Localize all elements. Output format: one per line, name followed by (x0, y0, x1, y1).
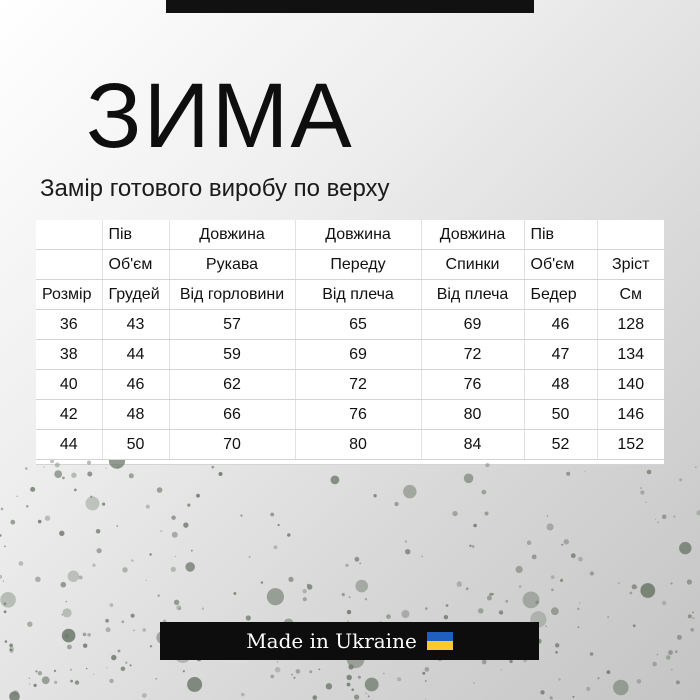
table-cell: 48 (524, 370, 597, 400)
header-cell: Від плеча (421, 280, 524, 310)
header-cell: Пів (102, 220, 169, 250)
header-row-1 (36, 220, 664, 250)
header-cell: Пів (524, 220, 597, 250)
badge-text: Made in Ukraine (246, 629, 417, 653)
header-cell: Грудей (102, 280, 169, 310)
table-cell: 84 (421, 430, 524, 460)
header-cell: Спинки (421, 250, 524, 280)
table-row (36, 340, 664, 370)
made-in-ukraine-badge (160, 622, 539, 660)
table-cell: 46 (102, 370, 169, 400)
table-cell: 69 (421, 310, 524, 340)
header-cell: Довжина (295, 220, 421, 250)
table-cell: 50 (102, 430, 169, 460)
table-cell: 65 (295, 310, 421, 340)
season-title: ЗИМА (86, 65, 354, 167)
table-cell: 36 (36, 310, 102, 340)
table-cell: 40 (36, 370, 102, 400)
table-cell: 69 (295, 340, 421, 370)
table-cell: 57 (169, 310, 295, 340)
header-row-2 (36, 250, 664, 280)
table-cell: 76 (295, 400, 421, 430)
header-cell (36, 250, 102, 280)
table-cell: 46 (524, 310, 597, 340)
table-cell: 44 (102, 340, 169, 370)
table-cell: 140 (597, 370, 664, 400)
header-cell: Довжина (169, 220, 295, 250)
table-cell: 80 (295, 430, 421, 460)
top-bar (166, 0, 534, 13)
table-cell: 48 (102, 400, 169, 430)
size-table (36, 220, 664, 465)
table-row (36, 370, 664, 400)
paint-splatter-decoration (0, 460, 700, 700)
header-cell: Довжина (421, 220, 524, 250)
header-cell: Від плеча (295, 280, 421, 310)
table-cell: 134 (597, 340, 664, 370)
header-cell: Від горловини (169, 280, 295, 310)
header-cell: Рукава (169, 250, 295, 280)
table-cell: 146 (597, 400, 664, 430)
header-cell: Об'єм (102, 250, 169, 280)
table-cell: 52 (524, 430, 597, 460)
header-cell (597, 220, 664, 250)
header-cell: Переду (295, 250, 421, 280)
table-cell: 47 (524, 340, 597, 370)
table-cell: 128 (597, 310, 664, 340)
table-cell: 80 (421, 400, 524, 430)
header-cell: См (597, 280, 664, 310)
table-cell: 59 (169, 340, 295, 370)
table-cell: 43 (102, 310, 169, 340)
header-cell (36, 220, 102, 250)
header-row-3 (36, 280, 664, 310)
table-cell: 44 (36, 430, 102, 460)
ukraine-flag-icon (427, 632, 453, 650)
table-cell: 42 (36, 400, 102, 430)
table-cell: 66 (169, 400, 295, 430)
table-cell: 72 (295, 370, 421, 400)
table-row (36, 310, 664, 340)
table-cell: 70 (169, 430, 295, 460)
table-cell: 72 (421, 340, 524, 370)
header-cell: Розмір (36, 280, 102, 310)
header-cell: Зріст (597, 250, 664, 280)
table-cell: 38 (36, 340, 102, 370)
header-cell: Бедер (524, 280, 597, 310)
table-cell: 76 (421, 370, 524, 400)
table-cell: 62 (169, 370, 295, 400)
header-cell: Об'єм (524, 250, 597, 280)
table-cell: 50 (524, 400, 597, 430)
subtitle: Замір готового виробу по верху (40, 175, 390, 202)
table-row (36, 400, 664, 430)
table-cell: 152 (597, 430, 664, 460)
table-row (36, 430, 664, 460)
